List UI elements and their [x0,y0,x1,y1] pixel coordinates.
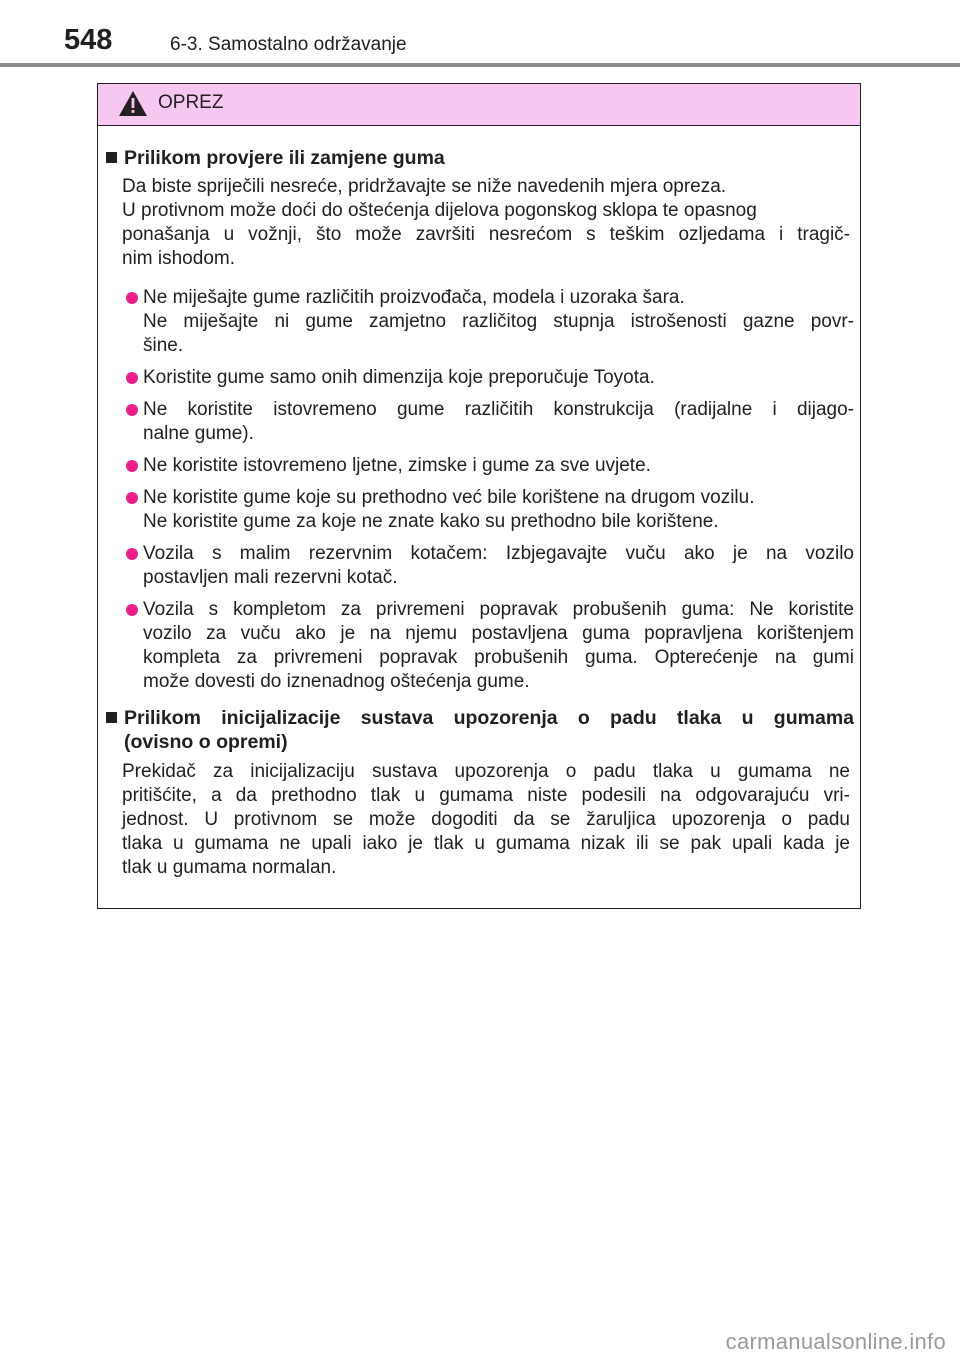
caution-title: OPREZ [158,92,224,113]
section-heading: Prilikom inicijalizacije sustava upozorenja o padu tlaka u gumama (ovisno o opremi) [106,706,854,754]
list-item: Ne koristite istovremeno gume različitih konstrukcija (radijalne i dijago- nalne gume). [126,398,854,446]
list-item: Koristite gume samo onih dimenzija koje preporučuje Toyota. [126,366,854,390]
warning-triangle-icon [118,90,148,117]
header-divider [0,63,960,67]
list-item: Vozila s malim rezervnim kotačem: Izbjegavajte vuču ako je na vozilo postavljen mali rezervni kotač. [126,542,854,590]
list-item: Ne koristite istovremeno ljetne, zimske i gume za sve uvjete. [126,454,854,478]
square-bullet-icon [106,152,117,163]
caution-box [97,83,861,909]
caution-header [98,84,860,126]
list-item: Ne koristite gume koje su prethodno već bile korištene na drugom vozilu. Ne koristite gume za koje ne znate kako su prethodno bile korištene. [126,486,854,534]
section-title: 6-3. Samostalno održavanje [170,34,407,55]
section-intro: Da biste spriječili nesreće, pridržavajte se niže navedenih mjera opreza. U protivnom može doći do oštećenja dijelova pogonskog sklopa te opasnog ponašanja u vožnji, što može završiti nesrećom s teškim ozljedama i tragič- nim ishodom. [122,176,850,269]
page-number: 548 [64,24,113,56]
watermark-logo: carmanualsonline.info [725,1329,946,1354]
section-heading: Prilikom provjere ili zamjene guma [106,146,854,170]
section-intro: Prekidač za inicijalizaciju sustava upozorenja o padu tlaka u gumama ne pritišćite, a da prethodno tlak u gumama niste podesili na odgovarajuću vri- jednost. U protivnom se može dogoditi da se žaruljica upozorenja o padu tlaka u gumama ne upali iako je tlak u gumama nizak ili se pak upali kada je tlak u gumama normalan. [122,761,850,878]
page-header [0,0,960,70]
bullet-dot-icon [126,492,138,504]
square-bullet-icon [106,712,117,723]
bullet-dot-icon [126,460,138,472]
bullet-dot-icon [126,604,138,616]
bullet-dot-icon [126,292,138,304]
list-item: Ne miješajte gume različitih proizvođača, modela i uzoraka šara. Ne miješajte ni gume zamjetno različitog stupnja istrošenosti gazne povr- šine. [126,286,854,358]
bullet-dot-icon [126,372,138,384]
bullet-dot-icon [126,548,138,560]
list-item: Vozila s kompletom za privremeni popravak probušenih guma: Ne koristite vozilo za vuču ako je na njemu postavljena guma popravljena korištenjem kompleta za privremeni popravak probušenih guma. Opterećenje na gumi može dovesti do iznenadnog oštećenja gume. [126,598,854,694]
bullet-dot-icon [126,404,138,416]
